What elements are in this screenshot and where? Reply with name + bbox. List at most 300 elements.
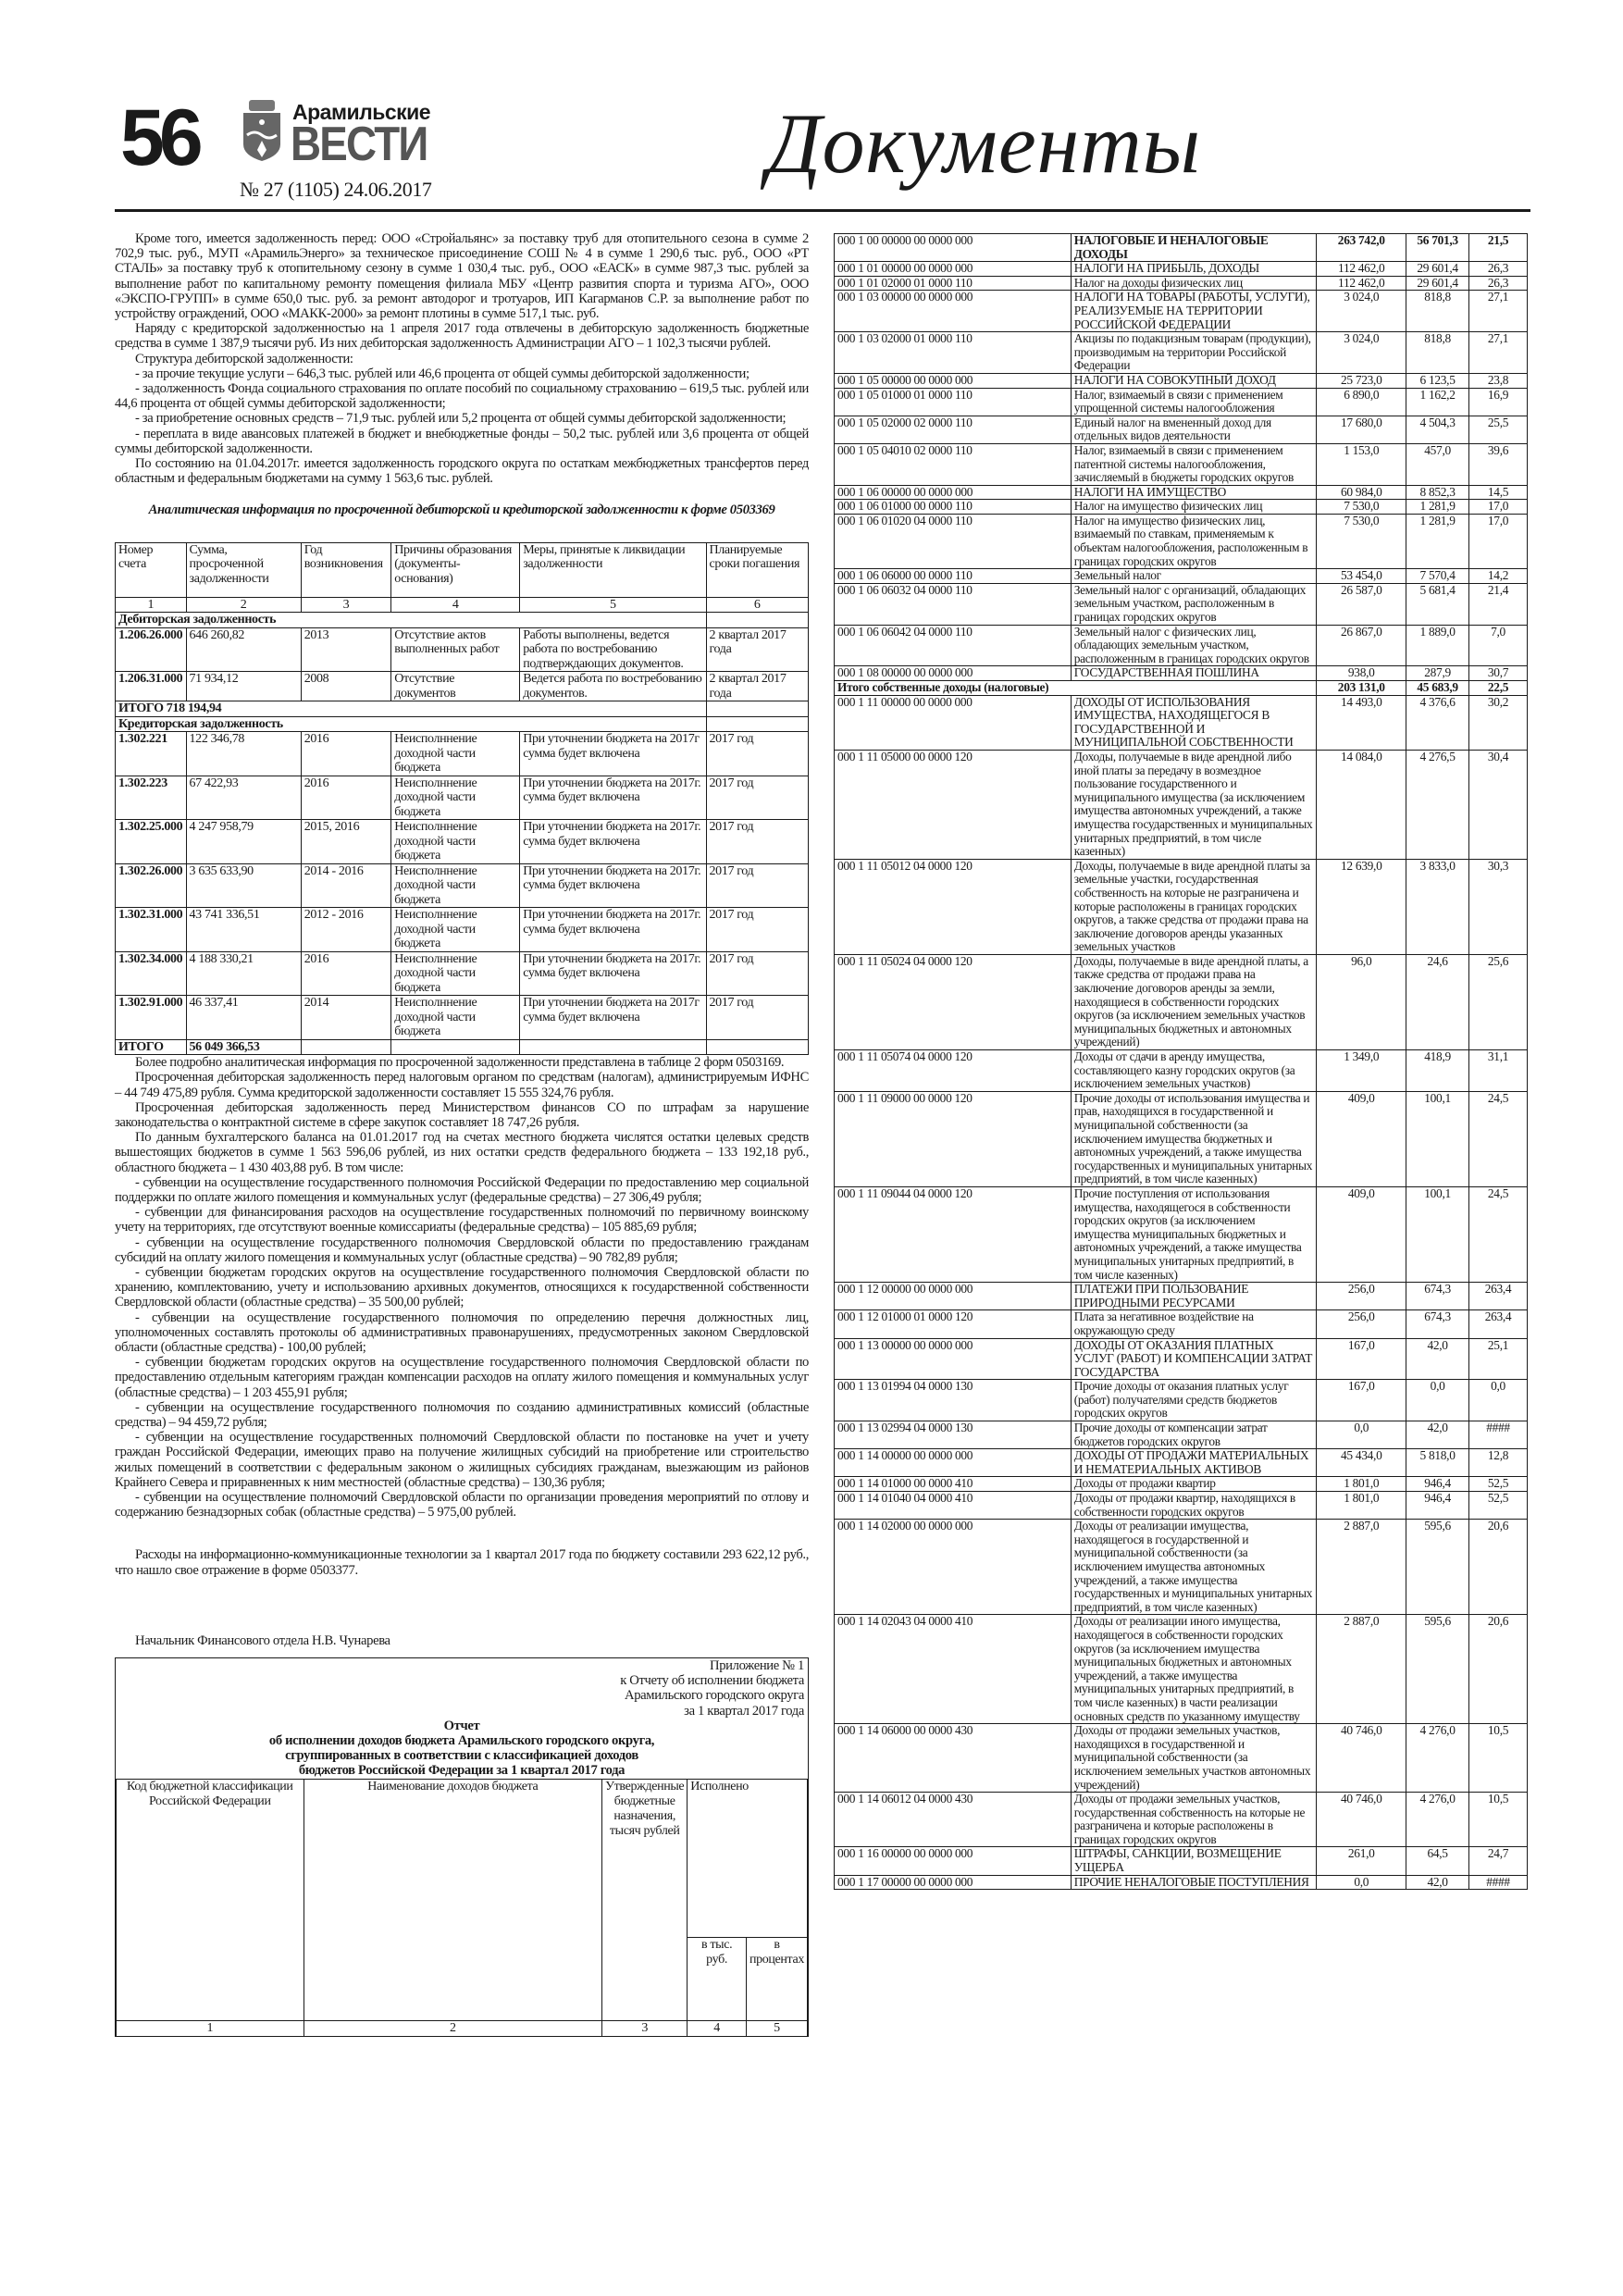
approved-amount: 263 742,0 (1317, 234, 1406, 262)
approved-amount: 167,0 (1317, 1338, 1406, 1380)
header-executed-thousand: в тыс. руб. (688, 1937, 747, 2020)
table-row (116, 627, 809, 672)
table-row (835, 1477, 1528, 1492)
executed-amount: 4 276,5 (1406, 750, 1469, 859)
issue-number-date: № 27 (1105) 24.06.2017 (240, 178, 432, 201)
account-number: 1.302.26.000 (116, 863, 187, 908)
approved-amount: 60 984,0 (1317, 485, 1406, 500)
header-approved: Утвержденные бюджетные назначения, тысяч рублей (602, 1779, 688, 2020)
executed-percent: 24,5 (1469, 1091, 1528, 1186)
budget-code: 000 1 05 04010 02 0000 110 (835, 443, 1072, 485)
reason: Неисполннение доходной части бюджета (391, 820, 520, 864)
income-name: Прочие доходы от оказания платных услуг (работ) получателями средств бюджетов городских округов (1071, 1380, 1317, 1421)
report-header-table (116, 1779, 808, 2037)
executed-percent: 10,5 (1469, 1724, 1528, 1793)
executed-percent: 10,5 (1469, 1793, 1528, 1847)
table-row (835, 485, 1528, 500)
budget-code: 000 1 13 02994 04 0000 130 (835, 1421, 1072, 1449)
column-number: 1 (117, 2020, 304, 2036)
paragraph: - субвенции на осуществление государственного полномочия по созданию административных комиссий (областные средства) – 94 459,72 рубля; (115, 1399, 809, 1431)
executed-amount: 42,0 (1406, 1338, 1469, 1380)
measures: При уточнении бюджета на 2017г. сумма будет включена (520, 863, 706, 908)
deadline: 2 квартал 2017 года (706, 672, 808, 701)
paragraph: Кроме того, имеется задолженность перед: ООО «Стройальянс» за поставку труб для отопительного сезона в сумме 2 702,9 тыс. руб., МУП «АрамильЭнерго» за техническое присоединение СОШ № 4 в сумме 1 290,6 тыс. руб., ООО «РТ СТАЛЬ» за поставку труб к отопительному сезону в сумме 1 030,4 тыс. руб., ООО «ЕАСК» в сумме 987,3 тыс. рублей за выполнение работ по капитальному ремонту помещения филиала МБУ «Центр развития спорта и туризма АГО», ООО «ЭКСПО-ГРУПП» в сумме 650,0 тыс. руб. за ремонт автодорог и тротуаров, ИП Кагарманов С.Р. за выполнение работ по устройству ограждений, ООО «МАКК-2000» за ремонт плотины в сумме 517,1 тыс. руб. (115, 231, 809, 322)
column-number: 4 (391, 597, 520, 613)
budget-code: 000 1 03 00000 00 0000 000 (835, 291, 1072, 332)
amount: 4 247 958,79 (186, 820, 301, 864)
executed-percent: 27,1 (1469, 291, 1528, 332)
table-row (835, 262, 1528, 277)
income-name: ДОХОДЫ ОТ ИСПОЛЬЗОВАНИЯ ИМУЩЕСТВА, НАХОДЯЩЕГОСЯ В ГОСУДАРСТВЕННОЙ И МУНИЦИПАЛЬНОЙ СОБСТВЕННОСТИ (1071, 695, 1317, 750)
approved-amount: 25 723,0 (1317, 373, 1406, 388)
measures: Ведется работа по востребованию документов. (520, 672, 706, 701)
section-row (116, 613, 809, 628)
deadline: 2017 год (706, 820, 808, 864)
approved-amount: 1 801,0 (1317, 1492, 1406, 1520)
executed-percent: 30,7 (1469, 666, 1528, 681)
approved-amount: 2 887,0 (1317, 1520, 1406, 1615)
table-row (835, 750, 1528, 859)
year: 2012 - 2016 (301, 908, 390, 952)
table-row (835, 1615, 1528, 1724)
measures: При уточнении бюджета на 2017г сумма будет включена (520, 732, 706, 776)
budget-code: 000 1 16 00000 00 0000 000 (835, 1847, 1072, 1875)
table-row (835, 954, 1528, 1049)
approved-amount: 409,0 (1317, 1091, 1406, 1186)
amount: 71 934,12 (186, 672, 301, 701)
budget-code: 000 1 13 00000 00 0000 000 (835, 1338, 1072, 1380)
empty-cell (301, 1039, 390, 1055)
total-label: ИТОГО (116, 1039, 187, 1055)
total-row (116, 1039, 809, 1055)
budget-code: 000 1 06 01000 00 0000 110 (835, 500, 1072, 515)
account-number: 1.206.31.000 (116, 672, 187, 701)
column-header: Причины образования (документы-основания) (391, 542, 520, 597)
executed-percent: 23,8 (1469, 373, 1528, 388)
amount: 67 422,93 (186, 776, 301, 820)
income-name: ДОХОДЫ ОТ ПРОДАЖИ МАТЕРИАЛЬНЫХ И НЕМАТЕРИАЛЬНЫХ АКТИВОВ (1071, 1449, 1317, 1477)
table-row (835, 416, 1528, 443)
executed-amount: 674,3 (1406, 1283, 1469, 1310)
executed-amount: 1 281,9 (1406, 514, 1469, 568)
budget-code: 000 1 14 01040 04 0000 410 (835, 1492, 1072, 1520)
deadline: 2017 год (706, 951, 808, 996)
approved-amount: 6 890,0 (1317, 388, 1406, 416)
executed-percent: 30,3 (1469, 859, 1528, 954)
measures: При уточнении бюджета на 2017г. сумма будет включена (520, 951, 706, 996)
report-title-line: об исполнении доходов бюджета Арамильского городского округа, (268, 1733, 655, 1749)
report-title-line: Отчет (443, 1718, 480, 1733)
body-text (115, 1055, 809, 1520)
executed-amount: 818,8 (1406, 291, 1469, 332)
approved-amount: 53 454,0 (1317, 569, 1406, 584)
deadline: 2017 год (706, 732, 808, 776)
executed-percent: 25,1 (1469, 1338, 1528, 1380)
column-number: 1 (116, 597, 187, 613)
approved-amount: 167,0 (1317, 1380, 1406, 1421)
page-number: 56 (120, 93, 198, 182)
amount: 122 346,78 (186, 732, 301, 776)
budget-code: 000 1 01 02000 01 0000 110 (835, 276, 1072, 291)
reason: Отсутствие документов (391, 672, 520, 701)
account-number: 1.302.91.000 (116, 996, 187, 1040)
approved-amount: 203 131,0 (1317, 681, 1406, 696)
year: 2015, 2016 (301, 820, 390, 864)
executed-amount: 4 276,0 (1406, 1793, 1469, 1847)
account-number: 1.206.26.000 (116, 627, 187, 672)
brand-name-main: ВЕСТИ (291, 118, 427, 171)
executed-amount: 5 681,4 (1406, 583, 1469, 625)
measures: При уточнении бюджета на 2017г. сумма будет включена (520, 820, 706, 864)
approved-amount: 1 801,0 (1317, 1477, 1406, 1492)
measures: При уточнении бюджета на 2017г. сумма будет включена (520, 908, 706, 952)
approved-amount: 256,0 (1317, 1283, 1406, 1310)
measures: Работы выполнены, ведется работа по востребованию подтверждающих документов. (520, 627, 706, 672)
column-number-row (116, 597, 809, 613)
paragraph: Наряду с кредиторской задолженностью на 1 апреля 2017 года отвлечены в дебиторскую задолженность бюджетные средства в сумме 1 387,9 тысячи руб. Из них дебиторская задолженность Администрации АГО – 1 102,3 тысячи рублей. (115, 321, 809, 352)
income-name: Налог на имущество физических лиц, взимаемый по ставкам, применяемым к объектам налогообложения, расположенным в границах городских округов (1071, 514, 1317, 568)
table-row (835, 276, 1528, 291)
table-row (835, 1186, 1528, 1282)
header-code: Код бюджетной классификации Российской Федерации (117, 1779, 304, 2020)
income-name: Доходы, получаемые в виде арендной платы за земельные участки, государственная собственность на которые не разграничена и которые расположены в границах городских округов, а также средства от продажи права на заключение договоров аренды указанных земельных участков (1071, 859, 1317, 954)
left-column (115, 231, 809, 2037)
budget-code: 000 1 14 01000 00 0000 410 (835, 1477, 1072, 1492)
appendix-note-line: Приложение № 1 (710, 1658, 804, 1674)
paragraph: - субвенции бюджетам городских округов на осуществление государственного полномочия Свердловской области по предоставлению отдельным категориям граждан компенсации расходов на оплату жилого помещения и коммунальных услуг (областные средства) – 1 203 455,91 рубля; (115, 1355, 809, 1400)
empty-cell (520, 1039, 706, 1055)
income-name: НАЛОГИ НА ИМУЩЕСТВО (1071, 485, 1317, 500)
table-row (835, 1875, 1528, 1890)
executed-percent: 263,4 (1469, 1310, 1528, 1338)
paragraph: - субвенции на осуществление государственного полномочия Российской Федерации по предоставлению мер социальной поддержки по оплате жилого помещения и коммунальных услуг (федеральные средства) – 27 306,49 рубля; (115, 1174, 809, 1205)
income-name: Доходы от реализации имущества, находящегося в государственной и муниципальной собственности (за исключением имущества автономных учреждений, а также имущества государственных и муниципальных унитарных предприятий, в том числе казенных) (1071, 1520, 1317, 1615)
report-title (116, 1719, 808, 1779)
executed-amount: 595,6 (1406, 1615, 1469, 1724)
section-label: Кредиторская задолженность (116, 716, 707, 732)
executed-percent: 24,5 (1469, 1186, 1528, 1282)
executed-amount: 42,0 (1406, 1421, 1469, 1449)
income-name: Прочие доходы от компенсации затрат бюджетов городских округов (1071, 1421, 1317, 1449)
account-number: 1.302.223 (116, 776, 187, 820)
header-row (116, 542, 809, 597)
executed-percent: 21,5 (1469, 234, 1528, 262)
executed-amount: 4 276,0 (1406, 1724, 1469, 1793)
income-name: Доходы, получаемые в виде арендной платы, а также средства от продажи права на заключение договоров аренды за земли, находящиеся в собственности городских округов (за исключением земельных участков муниципальных бюджетных и автономных учреждений) (1071, 954, 1317, 1049)
executed-amount: 595,6 (1406, 1520, 1469, 1615)
account-number: 1.302.34.000 (116, 951, 187, 996)
budget-code: 000 1 06 06042 04 0000 110 (835, 625, 1072, 666)
row-label: Итого собственные доходы (налоговые) (835, 681, 1317, 696)
income-name: Акцизы по подакцизным товарам (продукции), производимым на территории Российской Федерации (1071, 332, 1317, 374)
amount: 3 635 633,90 (186, 863, 301, 908)
budget-code: 000 1 14 02000 00 0000 000 (835, 1520, 1072, 1615)
executed-amount: 457,0 (1406, 443, 1469, 485)
approved-amount: 0,0 (1317, 1421, 1406, 1449)
year: 2014 (301, 996, 390, 1040)
table-row (835, 625, 1528, 666)
executed-amount: 4 504,3 (1406, 416, 1469, 443)
table-row (116, 908, 809, 952)
budget-code: 000 1 14 00000 00 0000 000 (835, 1449, 1072, 1477)
income-name: ПЛАТЕЖИ ПРИ ПОЛЬЗОВАНИЕ ПРИРОДНЫМИ РЕСУРСАМИ (1071, 1283, 1317, 1310)
approved-amount: 96,0 (1317, 954, 1406, 1049)
column-number: 3 (602, 2020, 688, 2036)
executed-percent: 17,0 (1469, 514, 1528, 568)
reason: Отсутствие актов выполненных работ (391, 627, 520, 672)
executed-amount: 64,5 (1406, 1847, 1469, 1875)
section-row (116, 716, 809, 732)
reason: Неисполннение доходной части бюджета (391, 996, 520, 1040)
table-row (835, 859, 1528, 954)
table-row (835, 514, 1528, 568)
income-name: НАЛОГОВЫЕ И НЕНАЛОГОВЫЕ ДОХОДЫ (1071, 234, 1317, 262)
executed-percent: 24,7 (1469, 1847, 1528, 1875)
column-header: Меры, принятые к ликвидации задолженности (520, 542, 706, 597)
section-title: Документы (767, 96, 1202, 191)
paragraph: - субвенции бюджетам городских округов на осуществление государственного полномочия Свердловской области по хранению, комплектованию, учету и использованию архивных документов, относящихся к государственной собственности Свердловской области (областные средства) – 35 500,00 рублей; (115, 1265, 809, 1310)
column-number: 2 (304, 2020, 602, 2036)
account-number: 1.302.25.000 (116, 820, 187, 864)
measures: При уточнении бюджета на 2017г сумма будет включена (520, 996, 706, 1040)
executed-percent: 14,5 (1469, 485, 1528, 500)
executed-percent: 27,1 (1469, 332, 1528, 374)
executed-percent: 21,4 (1469, 583, 1528, 625)
account-number: 1.302.31.000 (116, 908, 187, 952)
budget-code: 000 1 05 02000 02 0000 110 (835, 416, 1072, 443)
column-header: Год возникновения (301, 542, 390, 597)
paragraph: - переплата в виде авансовых платежей в бюджет и внебюджетные фонды – 50,2 тыс. рублей или 3,6 процента от общей суммы дебиторской задолженности. (115, 426, 809, 456)
reason: Неисполннение доходной части бюджета (391, 732, 520, 776)
amount: 46 337,41 (186, 996, 301, 1040)
report-title-line: бюджетов Российской Федерации за 1 квартал 2017 года (298, 1763, 626, 1779)
year: 2008 (301, 672, 390, 701)
year: 2013 (301, 627, 390, 672)
budget-code: 000 1 14 06000 00 0000 430 (835, 1724, 1072, 1793)
paragraph: - субвенции на осуществление полномочий Свердловской области по организации проведения мероприятий по отлову и содержанию безнадзорных собак (областные средства) – 5 975,00 рублей. (115, 1490, 809, 1520)
ict-paragraph: Расходы на информационно-коммуникационные технологии за 1 квартал 2017 года по бюджету составили 293 622,12 руб., что нашло свое отражение в форме 0503377. (115, 1547, 809, 1578)
budget-code: 000 1 06 06032 04 0000 110 (835, 583, 1072, 625)
table-row (835, 234, 1528, 262)
income-name: Земельный налог с организаций, обладающих земельным участком, расположенным в границах городских округов (1071, 583, 1317, 625)
header-executed: Исполнено (688, 1779, 808, 1937)
paragraph: Более подробно аналитическая информация по просроченной задолженности представлена в таблице 2 форм 0503169. (135, 1055, 785, 1071)
executed-percent: 52,5 (1469, 1492, 1528, 1520)
executed-percent: 7,0 (1469, 625, 1528, 666)
approved-amount: 14 493,0 (1317, 695, 1406, 750)
budget-code: 000 1 11 05074 04 0000 120 (835, 1050, 1072, 1092)
income-name: Прочие поступления от использования имущества, находящегося в собственности городских округов (за исключением имущества муниципальных бюджетных и автономных учреждений, а также имущества муниципальных унитарных предприятий, в том числе казенных) (1071, 1186, 1317, 1282)
approved-amount: 261,0 (1317, 1847, 1406, 1875)
table-row (116, 820, 809, 864)
table-row (835, 443, 1528, 485)
appendix-note (116, 1658, 808, 1719)
table-row (835, 1050, 1528, 1092)
table-row (835, 569, 1528, 584)
reason: Неисполннение доходной части бюджета (391, 776, 520, 820)
year: 2016 (301, 776, 390, 820)
budget-code: 000 1 11 05024 04 0000 120 (835, 954, 1072, 1049)
approved-amount: 26 867,0 (1317, 625, 1406, 666)
column-header: Сумма, просроченной задолженности (186, 542, 301, 597)
year: 2016 (301, 951, 390, 996)
reason: Неисполннение доходной части бюджета (391, 908, 520, 952)
executed-amount: 29 601,4 (1406, 262, 1469, 277)
executed-amount: 1 162,2 (1406, 388, 1469, 416)
approved-amount: 7 530,0 (1317, 500, 1406, 515)
empty-cell (706, 1039, 808, 1055)
table-row (835, 1091, 1528, 1186)
paragraph: По состоянию на 01.04.2017г. имеется задолженность городского округа по остаткам межбюджетных трансфертов перед областным и федеральным бюджетами на сумму 1 563,6 тыс. рублей. (115, 456, 809, 487)
appendix-note-line: Арамильского городского округа (625, 1688, 804, 1704)
table-row (116, 672, 809, 701)
executed-percent: 16,9 (1469, 388, 1528, 416)
table-row (835, 388, 1528, 416)
measures: При уточнении бюджета на 2017г. сумма будет включена (520, 776, 706, 820)
approved-amount: 112 462,0 (1317, 276, 1406, 291)
approved-amount: 14 084,0 (1317, 750, 1406, 859)
executed-percent: 39,6 (1469, 443, 1528, 485)
table-row (835, 1310, 1528, 1338)
brand-name-top: Арамильские (292, 100, 431, 124)
approved-amount: 12 639,0 (1317, 859, 1406, 954)
executed-amount: 6 123,5 (1406, 373, 1469, 388)
table-row (835, 1520, 1528, 1615)
paragraph: - за прочие текущие услуги – 646,3 тыс. рублей или 46,6 процента от общей суммы дебиторской задолженности; (135, 366, 750, 381)
income-name: Доходы от сдачи в аренду имущества, составляющего казну городских округов (за исключением земельных участков) (1071, 1050, 1317, 1092)
table-row (835, 500, 1528, 515)
approved-amount: 17 680,0 (1317, 416, 1406, 443)
year: 2016 (301, 732, 390, 776)
column-number: 5 (746, 2020, 807, 2036)
approved-amount: 938,0 (1317, 666, 1406, 681)
approved-amount: 7 530,0 (1317, 514, 1406, 568)
approved-amount: 112 462,0 (1317, 262, 1406, 277)
paragraph: - субвенции на осуществление государственных полномочий Свердловской области по постановке на учет и учету граждан Российской Федерации, имеющих право на получение жилищных субсидий на приобретение или строительство жилых помещений в соответствии с федеральным законом о жилищных субсидиях гражданам, выезжающим из районов Крайнего Севера и приравненных к ним местностей (областные средства) – 130,36 рубля; (115, 1430, 809, 1490)
income-name: Налог, взимаемый в связи с применением патентной системы налогообложения, зачисляемый в бюджеты городских округов (1071, 443, 1317, 485)
table-row (835, 695, 1528, 750)
column-header: Планируемые сроки погашения (706, 542, 808, 597)
deadline: 2 квартал 2017 года (706, 627, 808, 672)
executed-amount: 1 889,0 (1406, 625, 1469, 666)
executed-amount: 29 601,4 (1406, 276, 1469, 291)
income-name: Плата за негативное воздействие на окружающую среду (1071, 1310, 1317, 1338)
coat-of-arms-logo (240, 98, 284, 163)
executed-percent: 31,1 (1469, 1050, 1528, 1092)
executed-percent: 26,3 (1469, 262, 1528, 277)
column-number: 6 (706, 597, 808, 613)
empty-cell (706, 613, 808, 628)
debt-table-title: Аналитическая информация по просроченной дебиторской и кредиторской задолженности к форме 0503369 (148, 503, 775, 518)
approved-amount: 409,0 (1317, 1186, 1406, 1282)
budget-code: 000 1 06 01020 04 0000 110 (835, 514, 1072, 568)
account-number: 1.302.221 (116, 732, 187, 776)
budget-code: 000 1 05 00000 00 0000 000 (835, 373, 1072, 388)
executed-amount: 8 852,3 (1406, 485, 1469, 500)
executed-percent: #### (1469, 1875, 1528, 1890)
executed-percent: #### (1469, 1421, 1528, 1449)
income-name: Доходы от продажи квартир, находящихся в собственности городских округов (1071, 1492, 1317, 1520)
income-table (834, 233, 1528, 1890)
table-row (835, 1492, 1528, 1520)
budget-code: 000 1 06 00000 00 0000 000 (835, 485, 1072, 500)
deadline: 2017 год (706, 908, 808, 952)
budget-code: 000 1 11 09044 04 0000 120 (835, 1186, 1072, 1282)
appendix-note-line: к Отчету об исполнении бюджета (620, 1673, 804, 1689)
income-name: Доходы от реализации иного имущества, находящегося в собственности городских округов (за исключением имущества муниципальных бюджетных и автономных учреждений, а также имущества муниципальных унитарных предприятий, в том числе казенных) в части реализации основных средств по указанному имуществу (1071, 1615, 1317, 1724)
paragraph: - задолженность Фонда социального страхования по оплате пособий по социальному страхованию – 619,5 тыс. рублей или 44,6 процента от общей суммы дебиторской задолженности; (115, 381, 809, 412)
executed-percent: 25,5 (1469, 416, 1528, 443)
deadline: 2017 год (706, 776, 808, 820)
paragraph: Просроченная дебиторская задолженность перед налоговым органом по средствам (налогам), администрируемым ИФНС – 44 749 475,89 рубля. Сумма кредиторской задолженности составляет 15 555 324,76 рубля. (115, 1070, 809, 1100)
paragraph: - субвенции на осуществление государственного полномочия Свердловской области по предоставлению гражданам субсидий на оплату жилого помещения и коммунальных услуг (областные средства) – 90 782,89 рубля; (115, 1235, 809, 1265)
executed-amount: 100,1 (1406, 1186, 1469, 1282)
approved-amount: 3 024,0 (1317, 291, 1406, 332)
paragraph: Структура дебиторской задолженности: (135, 351, 353, 366)
total-value: 56 049 366,53 (186, 1039, 301, 1055)
section-label: Дебиторская задолженность (116, 613, 707, 628)
amount: 646 260,82 (186, 627, 301, 672)
table-row (835, 1724, 1528, 1793)
table-row (835, 1338, 1528, 1380)
column-number: 3 (301, 597, 390, 613)
approved-amount: 256,0 (1317, 1310, 1406, 1338)
executed-percent: 263,4 (1469, 1283, 1528, 1310)
approved-amount: 40 746,0 (1317, 1724, 1406, 1793)
table-row (835, 681, 1528, 696)
income-name: Прочие доходы от использования имущества и прав, находящихся в государственной и муниципальной собственности (за исключением имущества бюджетных и автономных учреждений, а также имущества государственных и муниципальных унитарных предприятий, в том числе казенных) (1071, 1091, 1317, 1186)
executed-amount: 418,9 (1406, 1050, 1469, 1092)
budget-code: 000 1 08 00000 00 0000 000 (835, 666, 1072, 681)
income-name: НАЛОГИ НА ПРИБЫЛЬ, ДОХОДЫ (1071, 262, 1317, 277)
budget-code: 000 1 12 01000 01 0000 120 (835, 1310, 1072, 1338)
approved-amount: 26 587,0 (1317, 583, 1406, 625)
table-row (835, 1421, 1528, 1449)
budget-code: 000 1 11 05000 00 0000 120 (835, 750, 1072, 859)
income-name: ПРОЧИЕ НЕНАЛОГОВЫЕ ПОСТУПЛЕНИЯ (1071, 1875, 1317, 1890)
table-row (835, 1847, 1528, 1875)
executed-percent: 20,6 (1469, 1520, 1528, 1615)
income-name: Доходы от продажи земельных участков, находящихся в государственной и муниципальной собственности (за исключением земельных участков автономных учреждений) (1071, 1724, 1317, 1793)
table-row (835, 1380, 1528, 1421)
income-name: ШТРАФЫ, САНКЦИИ, ВОЗМЕЩЕНИЕ УЩЕРБА (1071, 1847, 1317, 1875)
debt-table (115, 542, 809, 1056)
income-name: ГОСУДАРСТВЕННАЯ ПОШЛИНА (1071, 666, 1317, 681)
income-name: Доходы, получаемые в виде арендной либо иной платы за передачу в возмездное пользование государственного и муниципального имущества (за исключением имущества автономных учреждений, а также имущества государственных и муниципальных унитарных предприятий, в том числе казенных) (1071, 750, 1317, 859)
executed-percent: 26,3 (1469, 276, 1528, 291)
paragraph: - субвенции для финансирования расходов на осуществление государственных полномочий по первичному воинскому учету на территориях, где отсутствуют военные комиссариаты (федеральные средства) – 105 885,69 рубля; (115, 1205, 809, 1235)
executed-percent: 52,5 (1469, 1477, 1528, 1492)
paragraph: Просроченная дебиторская задолженность перед Министерством финансов СО по штрафам за нарушение законодательства о контрактной системе в сфере закупок составляет 18 747,26 рубля. (115, 1099, 809, 1130)
income-name: Налог на доходы физических лиц (1071, 276, 1317, 291)
table-row (116, 863, 809, 908)
approved-amount: 0,0 (1317, 1875, 1406, 1890)
table-row (835, 666, 1528, 681)
approved-amount: 45 434,0 (1317, 1449, 1406, 1477)
income-name: НАЛОГИ НА ТОВАРЫ (РАБОТЫ, УСЛУГИ), РЕАЛИЗУЕМЫЕ НА ТЕРРИТОРИИ РОССИЙСКОЙ ФЕДЕРАЦИИ (1071, 291, 1317, 332)
amount: 43 741 336,51 (186, 908, 301, 952)
budget-code: 000 1 01 00000 00 0000 000 (835, 262, 1072, 277)
empty-cell (391, 1039, 520, 1055)
approved-amount: 40 746,0 (1317, 1793, 1406, 1847)
executed-percent: 17,0 (1469, 500, 1528, 515)
executed-amount: 7 570,4 (1406, 569, 1469, 584)
empty-cell (706, 716, 808, 732)
executed-amount: 24,6 (1406, 954, 1469, 1049)
income-name: Доходы от продажи квартир (1071, 1477, 1317, 1492)
paragraph: - за приобретение основных средств – 71,9 тыс. рублей или 5,2 процента от общей суммы дебиторской задолженности; (135, 411, 787, 427)
executed-percent: 14,2 (1469, 569, 1528, 584)
